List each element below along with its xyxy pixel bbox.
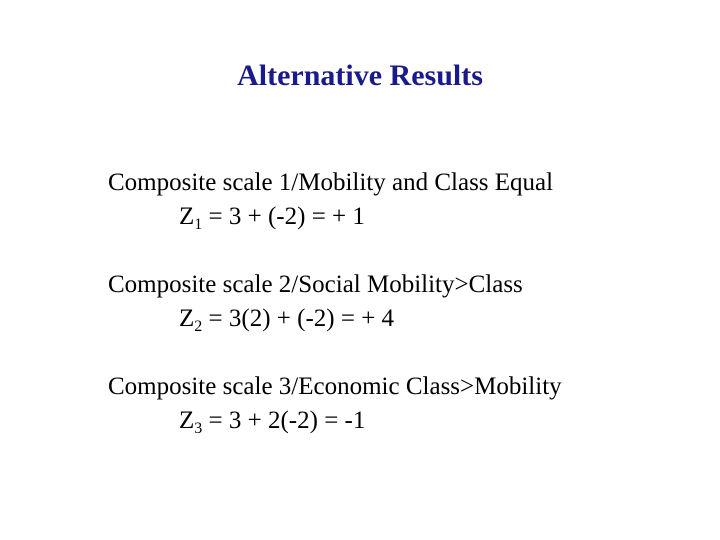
composite-scale-heading: Composite scale 2/Social Mobility>Class — [108, 271, 523, 298]
composite-scale-equation — [108, 404, 708, 438]
composite-scale-equation — [108, 302, 708, 336]
equation-subscript: 1 — [194, 216, 203, 233]
composite-scale-equation — [108, 200, 708, 234]
equation-variable: Z — [179, 203, 195, 230]
composite-scale-heading: Composite scale 1/Mobility and Class Equal — [108, 169, 554, 196]
slide-content — [108, 166, 708, 472]
equation-subscript: 2 — [194, 318, 203, 335]
equation-variable: Z — [179, 305, 195, 332]
composite-scale-item-3 — [108, 370, 708, 438]
equation-variable: Z — [179, 407, 195, 434]
equation-subscript: 3 — [194, 420, 203, 437]
composite-scale-item-1 — [108, 166, 708, 234]
composite-scale-item-2 — [108, 268, 708, 336]
composite-scale-heading: Composite scale 3/Economic Class>Mobility — [108, 373, 562, 400]
equation-expression: = 3 + (-2) = + 1 — [202, 203, 365, 230]
equation-expression: = 3 + 2(-2) = -1 — [202, 407, 366, 434]
slide-title: Alternative Results — [237, 59, 483, 92]
equation-expression: = 3(2) + (-2) = + 4 — [202, 305, 395, 332]
